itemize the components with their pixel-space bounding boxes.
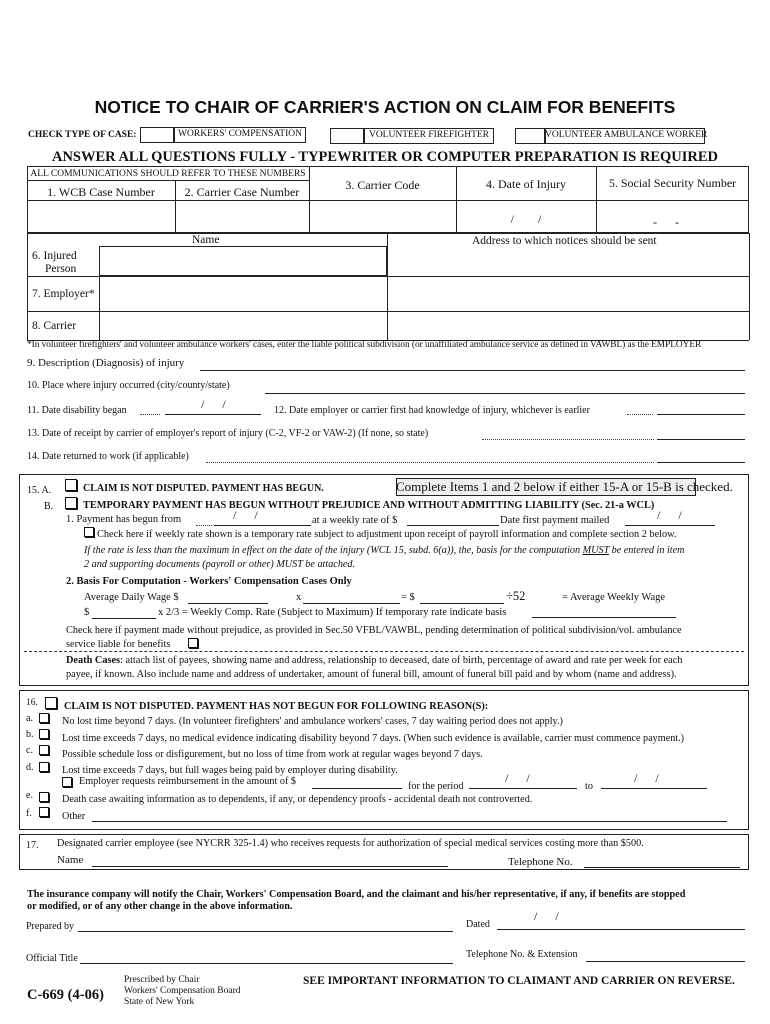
- avg-weekly-wage-label: = Average Weekly Wage: [562, 592, 666, 603]
- reimbursement-label: Employer requests reimbursement in the amount of $: [79, 776, 296, 787]
- wc-checkbox[interactable]: [140, 127, 174, 143]
- q13-input[interactable]: [657, 439, 745, 440]
- service-liable-text: service liable for benefits: [66, 639, 171, 650]
- q10-input[interactable]: [265, 393, 745, 394]
- notice-line1: The insurance company will notify the Chair, Workers' Compensation Board, and the claimant and his/her representative, if any, if benefits are stopped: [27, 889, 686, 900]
- rate-note-must: MUST: [582, 545, 610, 556]
- payment-begun-label: 1. Payment has begun from: [66, 514, 182, 525]
- weekly-rate-input[interactable]: [407, 525, 499, 526]
- s15-b-letter: B.: [44, 501, 54, 512]
- wcb-case-number-input[interactable]: [28, 202, 174, 232]
- payment-begun-date: / /: [233, 508, 258, 522]
- carrier-name-input[interactable]: [101, 313, 385, 339]
- s16e-text: Death case awaiting information as to dependents, if any, or dependency proofs - accidental death not controverted.: [62, 794, 533, 805]
- employer-name-input[interactable]: [101, 278, 385, 310]
- instruction-banner: ANSWER ALL QUESTIONS FULLY - TYPEWRITER OR COMPUTER PREPARATION IS REQUIRED: [51, 149, 719, 165]
- period-to-date: / /: [634, 771, 659, 785]
- firefighter-checkbox[interactable]: [330, 128, 364, 144]
- date-of-injury-label: 4. Date of Injury: [486, 177, 566, 191]
- total-wage-input[interactable]: [420, 603, 504, 604]
- s16e-checkbox[interactable]: [39, 792, 49, 802]
- days-input[interactable]: [303, 603, 400, 604]
- volunteer-footnote: *In volunteer firefighters' and volunteer ambulance workers' cases, enter the liable political subdivision (or unaffiliated ambulance service as defined in VAWBL) as the EMPLOYER: [27, 340, 702, 350]
- avg-daily-wage-label: Average Daily Wage $: [84, 592, 179, 603]
- notice-line2: or modified, or of any other change in the above information.: [27, 901, 293, 912]
- s16f-letter: f.: [26, 808, 32, 819]
- s15-number: 15. A.: [27, 485, 52, 496]
- date-of-injury-input[interactable]: / /: [510, 212, 542, 226]
- s16b-letter: b.: [26, 729, 34, 740]
- injured-address-input[interactable]: [389, 247, 747, 275]
- dated-date: / /: [534, 909, 559, 923]
- s15b-checkbox[interactable]: [65, 497, 77, 509]
- s17-phone-label: Telephone No.: [508, 856, 573, 868]
- form-number: C-669 (4-06): [27, 987, 104, 1003]
- s16-number: 16.: [26, 698, 38, 708]
- injured-person-label-2: Person: [45, 263, 77, 275]
- phone-ext-input[interactable]: [586, 961, 745, 962]
- name-column-header: Name: [192, 234, 220, 246]
- q12-input[interactable]: [657, 414, 745, 415]
- s16b-text: Lost time exceeds 7 days, no medical evidence indicating disability beyond 7 days. (When such evidence is available, carrier must commence payment.): [62, 733, 685, 744]
- temp-rate-checkbox[interactable]: [84, 527, 94, 537]
- injured-name-input[interactable]: [99, 246, 387, 276]
- q11-date-slashes: / /: [201, 397, 226, 411]
- s16-checkbox[interactable]: [45, 697, 57, 709]
- wc-option-text: WORKERS' COMPENSATION: [178, 129, 302, 139]
- s17-number: 17.: [26, 840, 39, 851]
- refer-note: ALL COMMUNICATIONS SHOULD REFER TO THESE NUMBERS: [30, 169, 306, 179]
- carrier-case-number-label: 2. Carrier Case Number: [184, 185, 300, 199]
- s17-name-label: Name: [57, 854, 84, 866]
- rate-note-line2: 2 and supporting documents (payroll or other) MUST be attached.: [84, 559, 356, 570]
- s17-phone-input[interactable]: [584, 867, 740, 868]
- s16a-checkbox[interactable]: [39, 713, 49, 723]
- q9-input[interactable]: [200, 370, 745, 371]
- first-payment-label: Date first payment mailed: [500, 515, 610, 526]
- death-cases-line2: payee, if known. Also include name and address of undertaker, amount of funeral bill, amount of funeral bill paid and by whom (name and address).: [66, 669, 677, 680]
- official-title-input[interactable]: [80, 963, 453, 964]
- temp-rate-text: Check here if weekly rate shown is a temporary rate subject to adjustment upon receipt of payroll information and complete section 2 below.: [97, 529, 677, 540]
- q14-input[interactable]: [657, 462, 745, 463]
- s16d-text: Lost time exceeds 7 days, but full wages being paid by employer during disability.: [62, 765, 398, 776]
- employer-address-input[interactable]: [389, 278, 747, 310]
- period-from-input[interactable]: [469, 788, 577, 789]
- payment-begun-input[interactable]: [214, 525, 311, 526]
- s16c-checkbox[interactable]: [39, 745, 49, 755]
- times-sign: x: [296, 592, 302, 603]
- rate-note-a: If the rate is less than the maximum in effect on the date of the injury (WCL 15, subd. 6(a)), the, basis for the computation: [84, 545, 581, 556]
- wcb-case-number-label: 1. WCB Case Number: [47, 185, 155, 199]
- divide-52: ÷52: [506, 589, 526, 603]
- injured-person-label: 6. Injured: [32, 250, 77, 262]
- ambulance-checkbox[interactable]: [515, 128, 545, 144]
- comp-rate-text: x 2/3 = Weekly Comp. Rate (Subject to Maximum) If temporary rate indicate basis: [158, 607, 507, 618]
- q9-label: 9. Description (Diagnosis) of injury: [27, 357, 185, 369]
- weekly-rate-label: at a weekly rate of $: [312, 515, 398, 526]
- prescribed-line1: Prescribed by Chair: [124, 975, 200, 985]
- ambulance-option-text: VOLUNTEER AMBULANCE WORKER: [545, 130, 708, 140]
- page-title: NOTICE TO CHAIR OF CARRIER'S ACTION ON CLAIM FOR BENEFITS: [94, 97, 676, 117]
- q10-label: 10. Place where injury occurred (city/county/state): [27, 380, 230, 391]
- dated-label: Dated: [466, 919, 490, 930]
- q11-label: 11. Date disability began: [27, 405, 127, 416]
- s16-title: CLAIM IS NOT DISPUTED. PAYMENT HAS NOT BEGUN FOR FOLLOWING REASON(S):: [64, 701, 489, 712]
- prescribed-line3: State of New York: [124, 997, 195, 1007]
- dated-input[interactable]: [497, 929, 745, 930]
- other-reason-input[interactable]: [92, 821, 727, 822]
- s15b-text: TEMPORARY PAYMENT HAS BEGUN WITHOUT PREJUDICE AND WITHOUT ADMITTING LIABILITY (Sec. 21-a WCL): [83, 500, 655, 511]
- basis-title: 2. Basis For Computation - Workers' Compensation Cases Only: [66, 576, 352, 587]
- firefighter-option-text: VOLUNTEER FIREFIGHTER: [368, 130, 490, 140]
- carrier-label: 8. Carrier: [32, 320, 77, 332]
- period-label: for the period: [408, 781, 464, 792]
- s16a-letter: a.: [26, 713, 33, 724]
- employer-label: 7. Employer*: [32, 288, 95, 300]
- reverse-notice: SEE IMPORTANT INFORMATION TO CLAIMANT AND CARRIER ON REVERSE.: [303, 975, 735, 987]
- s16c-text: Possible schedule loss or disfigurement, but no loss of time from work at regular wages beyond 7 days.: [62, 749, 483, 760]
- prejudice-text: Check here if payment made without prejudice, as provided in Sec.50 VFBL/VAWBL, pending determination of political subdivision/vol. ambulance: [66, 625, 682, 636]
- carrier-code-label: 3. Carrier Code: [345, 178, 420, 192]
- s16a-text: No lost time beyond 7 days. (In volunteer firefighters' and ambulance workers' cases, 7 day waiting period does not apply.): [62, 716, 563, 727]
- callout-text: Complete Items 1 and 2 below if either 15-A or 15-B is checked.: [396, 479, 733, 494]
- q12-label: 12. Date employer or carrier first had knowledge of injury, whichever is earlier: [274, 405, 590, 416]
- carrier-address-input[interactable]: [389, 313, 747, 339]
- phone-ext-label: Telephone No. & Extension: [466, 949, 578, 960]
- reimbursement-checkbox[interactable]: [62, 777, 72, 787]
- s17-text: Designated carrier employee (see NYCRR 325-1.4) who receives requests for authorization of special medical services costing more than $500.: [57, 838, 644, 849]
- rate-note-b: be entered in item: [611, 545, 685, 556]
- s16f-checkbox[interactable]: [39, 807, 49, 817]
- avg-daily-wage-input[interactable]: [188, 603, 268, 604]
- period-from-date: / /: [505, 771, 530, 785]
- death-cases-label: Death Cases: [66, 655, 121, 666]
- weekly-wage-input[interactable]: [92, 618, 156, 619]
- ssn-input[interactable]: - -: [653, 215, 679, 229]
- death-cases-text: : attach list of payees, showing name and address, relationship to deceased, date of birth, percentage of award and rate per week for each: [120, 655, 683, 666]
- prejudice-checkbox[interactable]: [188, 638, 198, 648]
- s16d-letter: d.: [26, 762, 34, 773]
- s15a-checkbox[interactable]: [65, 479, 77, 491]
- s16f-text: Other: [62, 811, 86, 822]
- prepared-by-input[interactable]: [78, 931, 453, 932]
- first-payment-input[interactable]: [625, 525, 715, 526]
- first-payment-date: / /: [657, 508, 682, 522]
- to-label: to: [585, 781, 593, 792]
- official-title-label: Official Title: [26, 953, 78, 964]
- reimbursement-input[interactable]: [312, 788, 402, 789]
- weekly-wage-dollar: $: [84, 607, 90, 618]
- s16d-checkbox[interactable]: [39, 762, 49, 772]
- period-to-input[interactable]: [601, 788, 707, 789]
- temp-basis-input[interactable]: [532, 617, 676, 618]
- s16b-checkbox[interactable]: [39, 729, 49, 739]
- address-column-header: Address to which notices should be sent: [472, 235, 657, 247]
- q14-label: 14. Date returned to work (if applicable): [27, 451, 189, 462]
- q13-label: 13. Date of receipt by carrier of employer's report of injury (C-2, VF-2 or VAW-2) (If none, so state): [27, 428, 429, 439]
- carrier-code-input[interactable]: [310, 202, 455, 232]
- s16e-letter: e.: [26, 790, 33, 801]
- s15a-text: CLAIM IS NOT DISPUTED. PAYMENT HAS BEGUN.: [83, 483, 324, 494]
- prepared-by-label: Prepared by: [26, 921, 75, 932]
- carrier-case-number-input[interactable]: [176, 202, 308, 232]
- equals-dollar: = $: [401, 592, 415, 603]
- rate-note-line1: [84, 545, 685, 556]
- ssn-label: 5. Social Security Number: [608, 176, 737, 190]
- check-type-label: CHECK TYPE OF CASE:: [28, 130, 137, 140]
- prescribed-line2: Workers' Compensation Board: [124, 986, 241, 996]
- s16c-letter: c.: [26, 745, 33, 756]
- death-cases-line1: [66, 655, 682, 666]
- q11-input[interactable]: [165, 414, 261, 415]
- s17-name-input[interactable]: [92, 866, 448, 867]
